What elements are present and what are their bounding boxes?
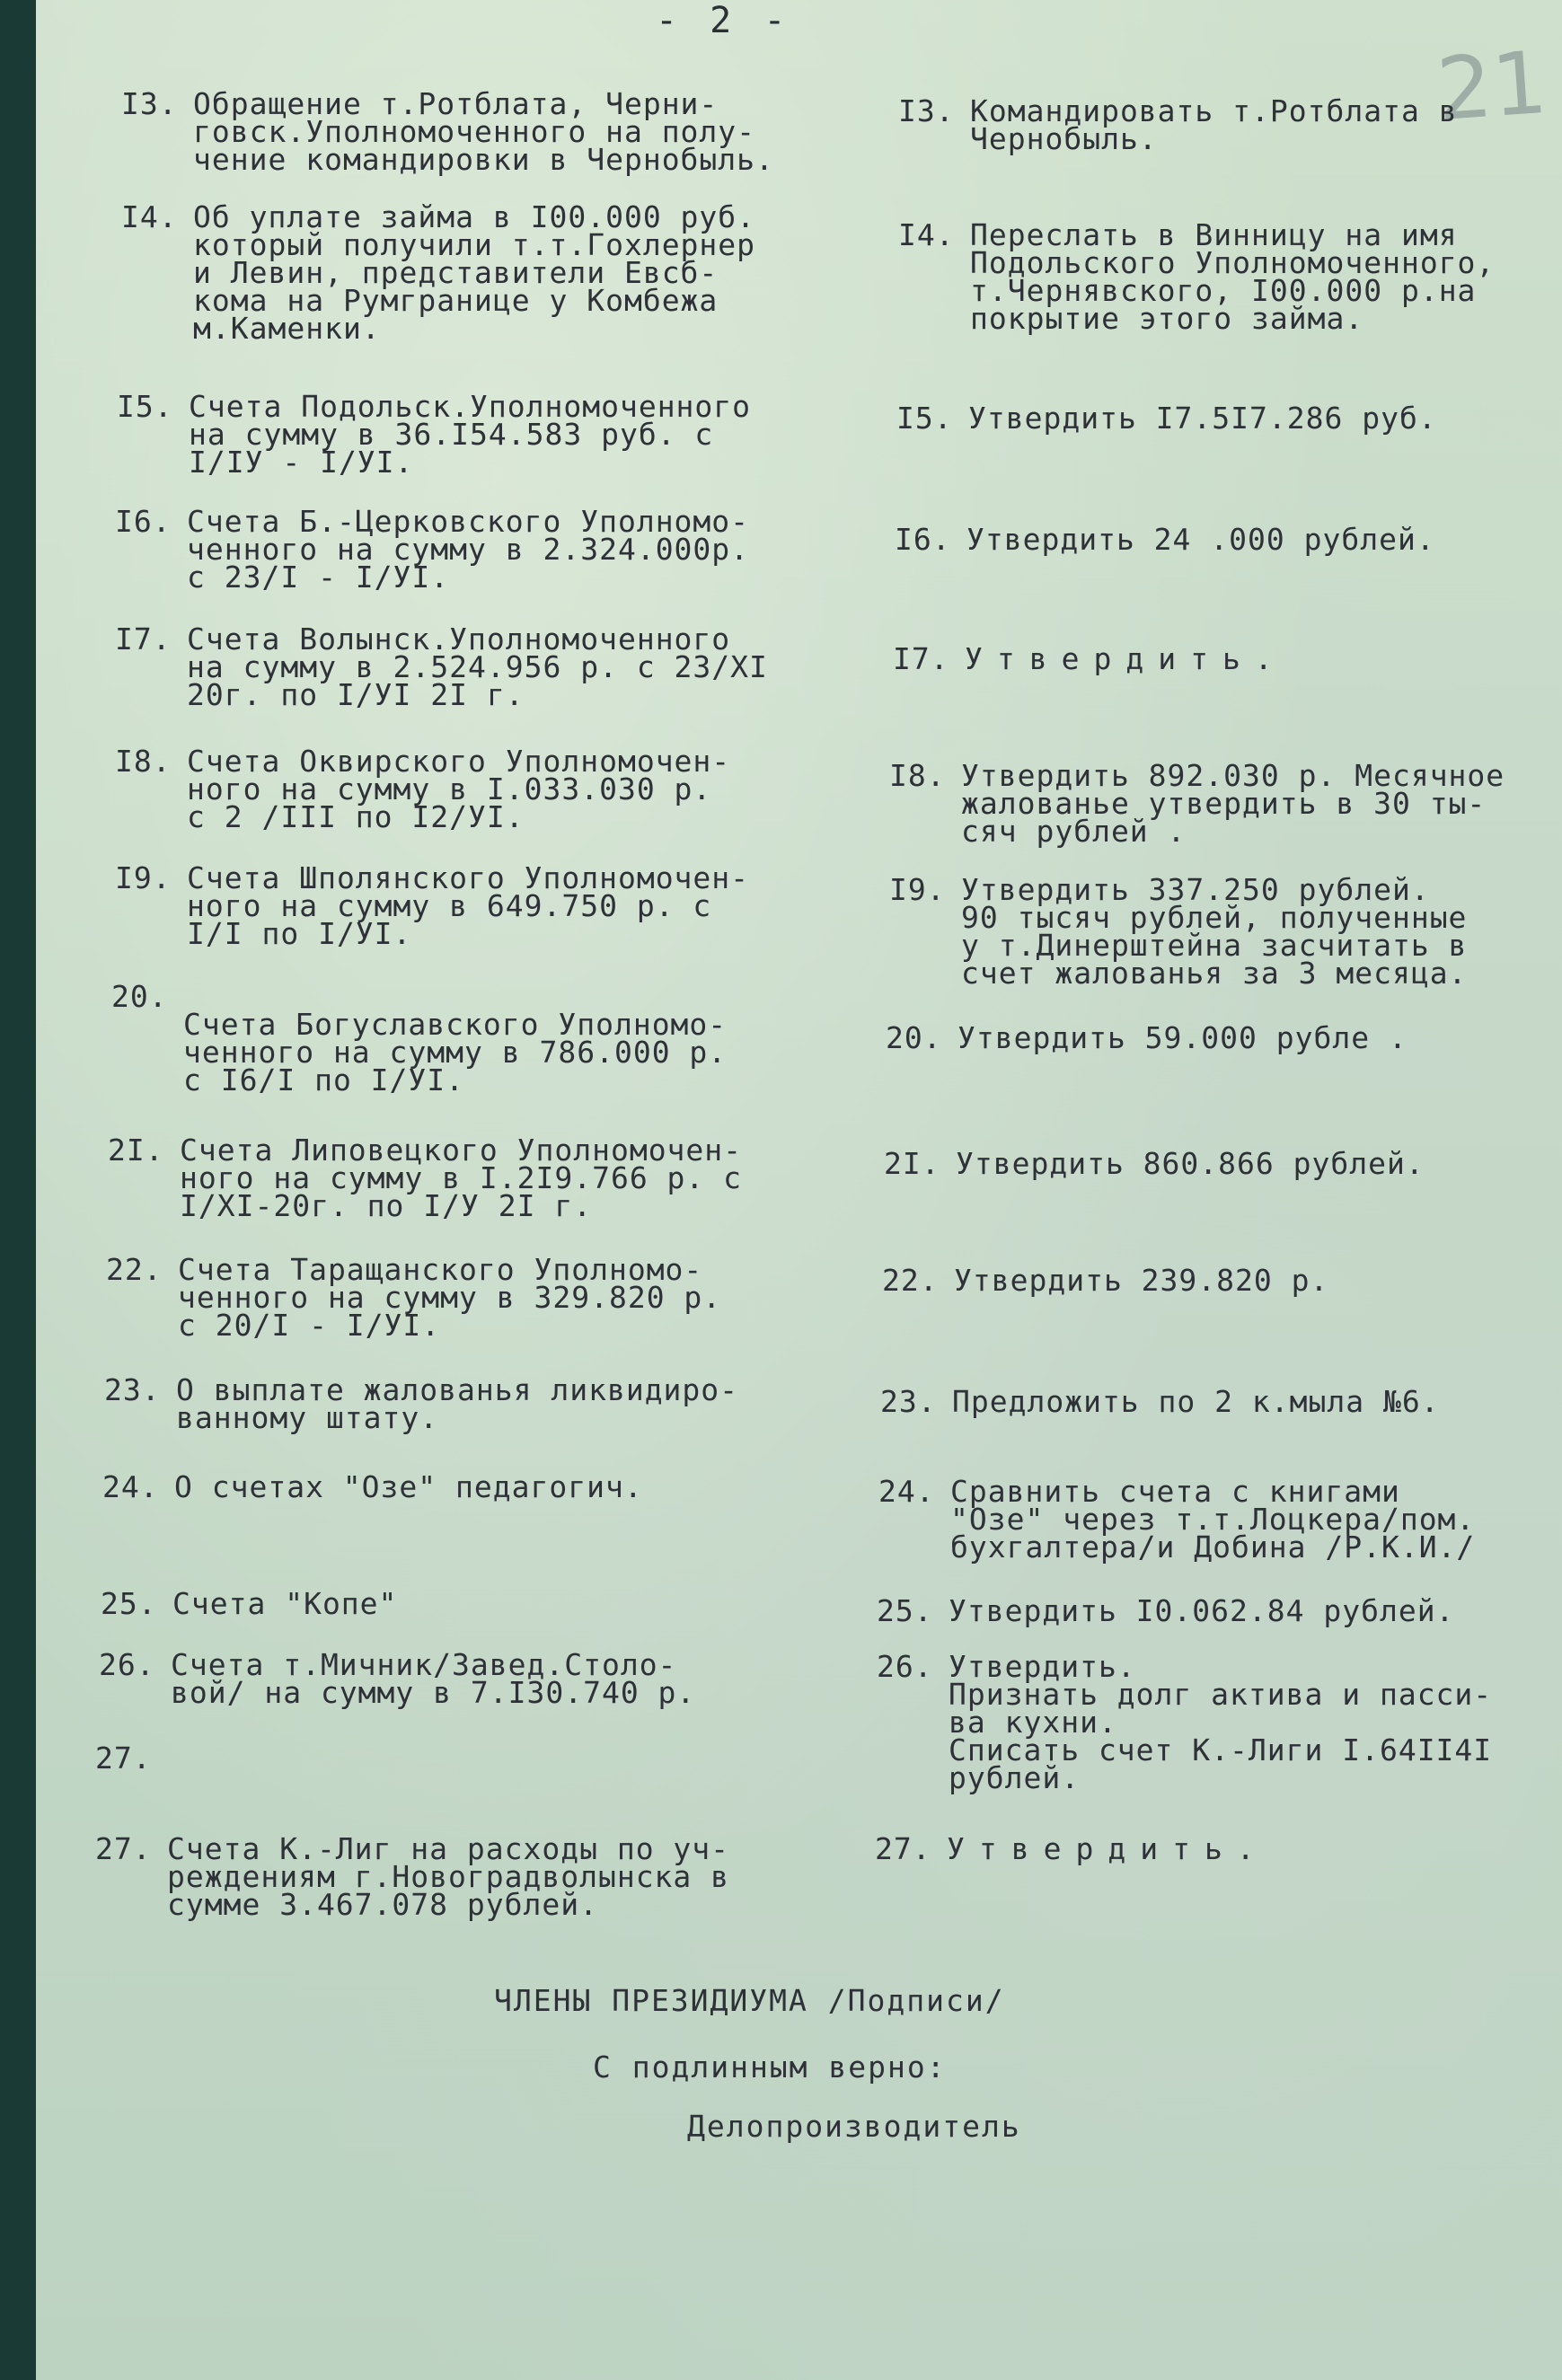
item-number: I3. [121, 86, 178, 121]
item-25-decision [877, 1593, 1455, 1628]
item-number: 23. [104, 1372, 161, 1407]
item-decision: Утвердить 59.000 рубле . [957, 1020, 1408, 1055]
item-18-decision [889, 758, 1505, 849]
item-number: 23. [880, 1384, 937, 1419]
item-question: Счета Липовецкого Уполномочен- ного на сумму в I.2I9.766 р. с I/XI-20г. по I/У 2I г. [180, 1133, 743, 1223]
item-number: I8. [889, 758, 946, 793]
item-number: 24. [102, 1469, 159, 1504]
item-number: 24. [878, 1474, 935, 1509]
item-24-decision [878, 1474, 1476, 1565]
item-20-question [111, 979, 728, 1097]
item-number: 26. [99, 1647, 155, 1682]
item-number: 2I. [884, 1146, 940, 1181]
item-number: I9. [115, 860, 172, 895]
item-number: I6. [115, 504, 172, 539]
page-number: - 2 - [656, 0, 791, 41]
item-question: Счета Богуславского Уполномо- ченного на сумму в 786.000 р. с I6/I по I/УI. [183, 1007, 728, 1097]
item-17-decision [893, 641, 1287, 676]
item-decision: Предложить по 2 к.мыла №6. [952, 1384, 1440, 1419]
item-number: 27. [95, 1741, 152, 1776]
item-decision: Сравнить счета с книгами "Озе" через т.т.Лоцкера/пом. бухгалтера/и Добина /Р.К.И./ [950, 1474, 1476, 1565]
item-number: 20. [111, 979, 168, 1014]
item-number: 27. [95, 1831, 152, 1866]
item-number: I7. [893, 641, 949, 676]
item-decision: Утвердить 24 .000 рублей. [966, 522, 1435, 557]
item-decision: Утвердить 892.030 р. Месячное жалованье утвердить в 30 ты- сяч рублей . [961, 758, 1505, 849]
item-decision: Утвердить 860.866 рублей. [956, 1146, 1425, 1181]
item-17-question [115, 621, 768, 712]
item-27-placeholder [95, 1741, 167, 1776]
clerk-title: Делопроизводитель [687, 2109, 1021, 2144]
item-13-decision [898, 93, 1458, 156]
item-decision: Переслать в Винницу на имя Подольского Уполномоченного, т.Чернявского, I00.000 р.на покрытие этого займа. [970, 217, 1496, 336]
item-question: Счета т.Мичник/Завед.Столо- вой/ на сумму в 7.I30.740 р. [171, 1647, 696, 1710]
item-question: Счета Подольск.Уполномоченного на сумму в 36.I54.583 руб. с I/IУ - I/УI. [189, 389, 752, 480]
item-number: I4. [121, 199, 178, 234]
item-decision: Утвердить. [965, 641, 1287, 676]
item-20-decision [886, 1020, 1408, 1055]
item-16-question [115, 504, 750, 595]
item-question: Об уплате займа в I00.000 руб. который получили т.т.Гохлернер и Левин, представители Евсб- кома на Румгранице у Комбежа м.Каменки. [193, 199, 756, 346]
item-15-decision [896, 401, 1437, 436]
item-number: I5. [896, 401, 953, 436]
item-21-decision [884, 1146, 1425, 1181]
item-21-question [108, 1133, 743, 1223]
item-19-decision [889, 872, 1468, 991]
item-22-decision [882, 1263, 1329, 1298]
item-22-question [106, 1252, 722, 1343]
item-question: Счета Оквирского Уполномочен- ного на сумму в I.033.030 р. с 2 /III по I2/УI. [187, 744, 731, 834]
item-number: I9. [889, 872, 946, 907]
item-25-question [101, 1586, 398, 1621]
item-question: Счета "Копе" [172, 1586, 398, 1621]
item-decision: Утвердить. Признать долг актива и пасси- ва кухни. Списать счет К.-Лиги I.64II4I рублей. [949, 1649, 1493, 1795]
item-number: 26. [877, 1649, 933, 1684]
item-decision: Утвердить I0.062.84 рублей. [949, 1593, 1455, 1628]
item-number: I3. [898, 93, 955, 128]
item-23-decision [880, 1384, 1440, 1419]
item-question: Счета К.-Лиг на расходы по уч- реждениям г.Новоградволынска в сумме 3.467.078 рублей. [167, 1831, 730, 1922]
item-18-question [115, 744, 731, 834]
document-page [36, 0, 1562, 2380]
item-16-decision [895, 522, 1435, 557]
item-number: 27. [875, 1831, 931, 1866]
item-14-question [121, 199, 756, 346]
item-question: Счета Шполянского Уполномочен- ного на сумму в 649.750 р. с I/I по I/УI. [187, 860, 750, 951]
presidium-members-signatures: ЧЛЕНЫ ПРЕЗИДИУМА /Подписи/ [494, 1983, 1005, 2018]
item-number: I7. [115, 621, 172, 657]
item-15-question [117, 389, 752, 480]
item-number: 20. [886, 1020, 942, 1055]
certified-true-copy: С подлинным верно: [593, 2049, 947, 2085]
item-decision: Утвердить 239.820 р. [954, 1263, 1329, 1298]
item-decision: Утвердить 337.250 рублей. 90 тысяч рублей, полученные у т.Динерштейна засчитать в счет жалованья за 3 месяца. [961, 872, 1468, 991]
item-number: I4. [898, 217, 955, 252]
item-23-question [104, 1372, 739, 1435]
item-number: I6. [895, 522, 951, 557]
item-number: 22. [106, 1252, 163, 1287]
item-question: Счета Таращанского Уполномо- ченного на сумму в 329.820 р. с 20/I - I/УI. [178, 1252, 722, 1343]
item-24-question [102, 1469, 643, 1504]
item-number: 25. [877, 1593, 933, 1628]
item-decision: Командировать т.Ротблата в Чернобыль. [970, 93, 1458, 156]
item-26-decision [877, 1649, 1493, 1795]
item-number: 22. [882, 1263, 939, 1298]
item-question: Счета Б.-Церковского Уполномо- ченного на сумму в 2.324.000р. с 23/I - I/УI. [187, 504, 750, 595]
archive-sheet-number: 21 [1434, 31, 1550, 141]
item-number: 2I. [108, 1133, 164, 1168]
item-14-decision [898, 217, 1496, 336]
item-question: Обращение т.Ротблата, Черни- говск.Уполномоченного на полу- чение командировки в Чернобыль. [193, 86, 774, 177]
item-27-decision [875, 1831, 1269, 1866]
item-question: Счета Волынск.Уполномоченного на сумму в 2.524.956 р. с 23/XI 20г. по I/УI 2I г. [187, 621, 768, 712]
item-number: I5. [117, 389, 173, 424]
item-number: I8. [115, 744, 172, 779]
item-decision: Утвердить. [947, 1831, 1269, 1866]
item-decision: Утвердить I7.5I7.286 руб. [968, 401, 1437, 436]
item-13-question [121, 86, 774, 177]
item-question: О выплате жалованья ликвидиро- ванному штату. [176, 1372, 739, 1435]
item-27-question [95, 1831, 730, 1922]
item-26-question [99, 1647, 696, 1710]
item-number: 25. [101, 1586, 157, 1621]
item-question: О счетах "Озе" педагогич. [174, 1469, 643, 1504]
item-19-question [115, 860, 750, 951]
